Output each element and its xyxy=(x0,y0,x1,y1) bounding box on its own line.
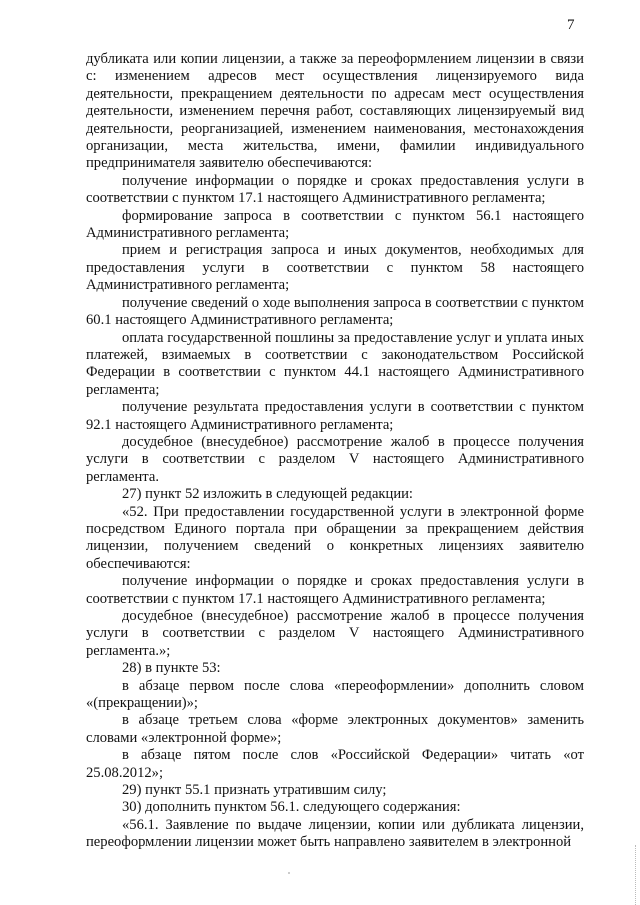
scan-artifact xyxy=(288,872,290,874)
paragraph: в абзаце третьем слова «форме электронных документов» заменить словами «электронной форме»; xyxy=(86,712,584,746)
paragraph: получение сведений о ходе выполнения запроса в соответствии с пунктом 60.1 настоящего Административного регламента; xyxy=(86,294,584,329)
paragraph: в абзаце пятом после слов «Российской Федерации» читать «от 25.08.2012»; xyxy=(86,747,584,781)
paragraph: досудебное (внесудебное) рассмотрение жалоб в процессе получения услуги в соответствии с разделом V настоящего Административного регламента.»; xyxy=(86,608,584,659)
paragraph: «56.1. Заявление по выдаче лицензии, копии или дубликата лицензии, переоформлении лицензии может быть направлено заявителем в электронной xyxy=(86,816,584,851)
paragraph: формирование запроса в соответствии с пунктом 56.1 настоящего Административного регламента; xyxy=(86,207,584,242)
paragraph: 28) в пункте 53: xyxy=(122,660,221,677)
paragraph: 29) пункт 55.1 признать утратившим силу; xyxy=(122,782,387,799)
paragraph: прием и регистрация запроса и иных документов, необходимых для предоставления услуги в соответствии с пунктом 58 настоящего Административного регламента; xyxy=(86,242,584,294)
paragraph: 27) пункт 52 изложить в следующей редакции: xyxy=(122,486,413,503)
paragraph: получение результата предоставления услуги в соответствии с пунктом 92.1 настоящего Административного регламента; xyxy=(86,399,584,433)
paragraph: получение информации о порядке и сроках предоставления услуги в соответствии с пунктом 17.1 настоящего Административного регламента; xyxy=(86,172,584,207)
page-number: 7 xyxy=(567,17,575,33)
document-body xyxy=(86,51,584,852)
paragraph: дубликата или копии лицензии, а также за переоформлением лицензии в связи с: изменением адресов мест осуществления лицензируемого вида деятельности, прекращением деятельности по адресам мест осуществления деятельности, изменением перечня работ, составляющих лицензируемый вид деятельности, реорганизацией, изменением наименования, местонахождения организации, места жительства, имени, фамилии индивидуального предпринимателя заявителю обеспечиваются: xyxy=(86,51,584,172)
paragraph: оплата государственной пошлины за предоставление услуг и уплата иных платежей, взимаемых в соответствии с законодательством Российской Федерации в соответствии с пунктом 44.1 настоящего Административного регламента; xyxy=(86,329,584,398)
paragraph: получение информации о порядке и сроках предоставления услуги в соответствии с пунктом 17.1 настоящего Административного регламента; xyxy=(86,573,584,607)
paragraph: досудебное (внесудебное) рассмотрение жалоб в процессе получения услуги в соответствии с разделом V настоящего Административного регламента. xyxy=(86,433,584,485)
scan-edge-marks xyxy=(633,845,636,905)
paragraph: 30) дополнить пунктом 56.1. следующего содержания: xyxy=(122,799,461,816)
paragraph: в абзаце первом после слова «переоформлении» дополнить словом «(прекращении)»; xyxy=(86,677,584,712)
paragraph: «52. При предоставлении государственной услуги в электронной форме посредством Единого портала при обращении за прекращением действия лицензии, получением сведений о конкретных лицензиях заявителю обеспечиваются: xyxy=(86,503,584,572)
